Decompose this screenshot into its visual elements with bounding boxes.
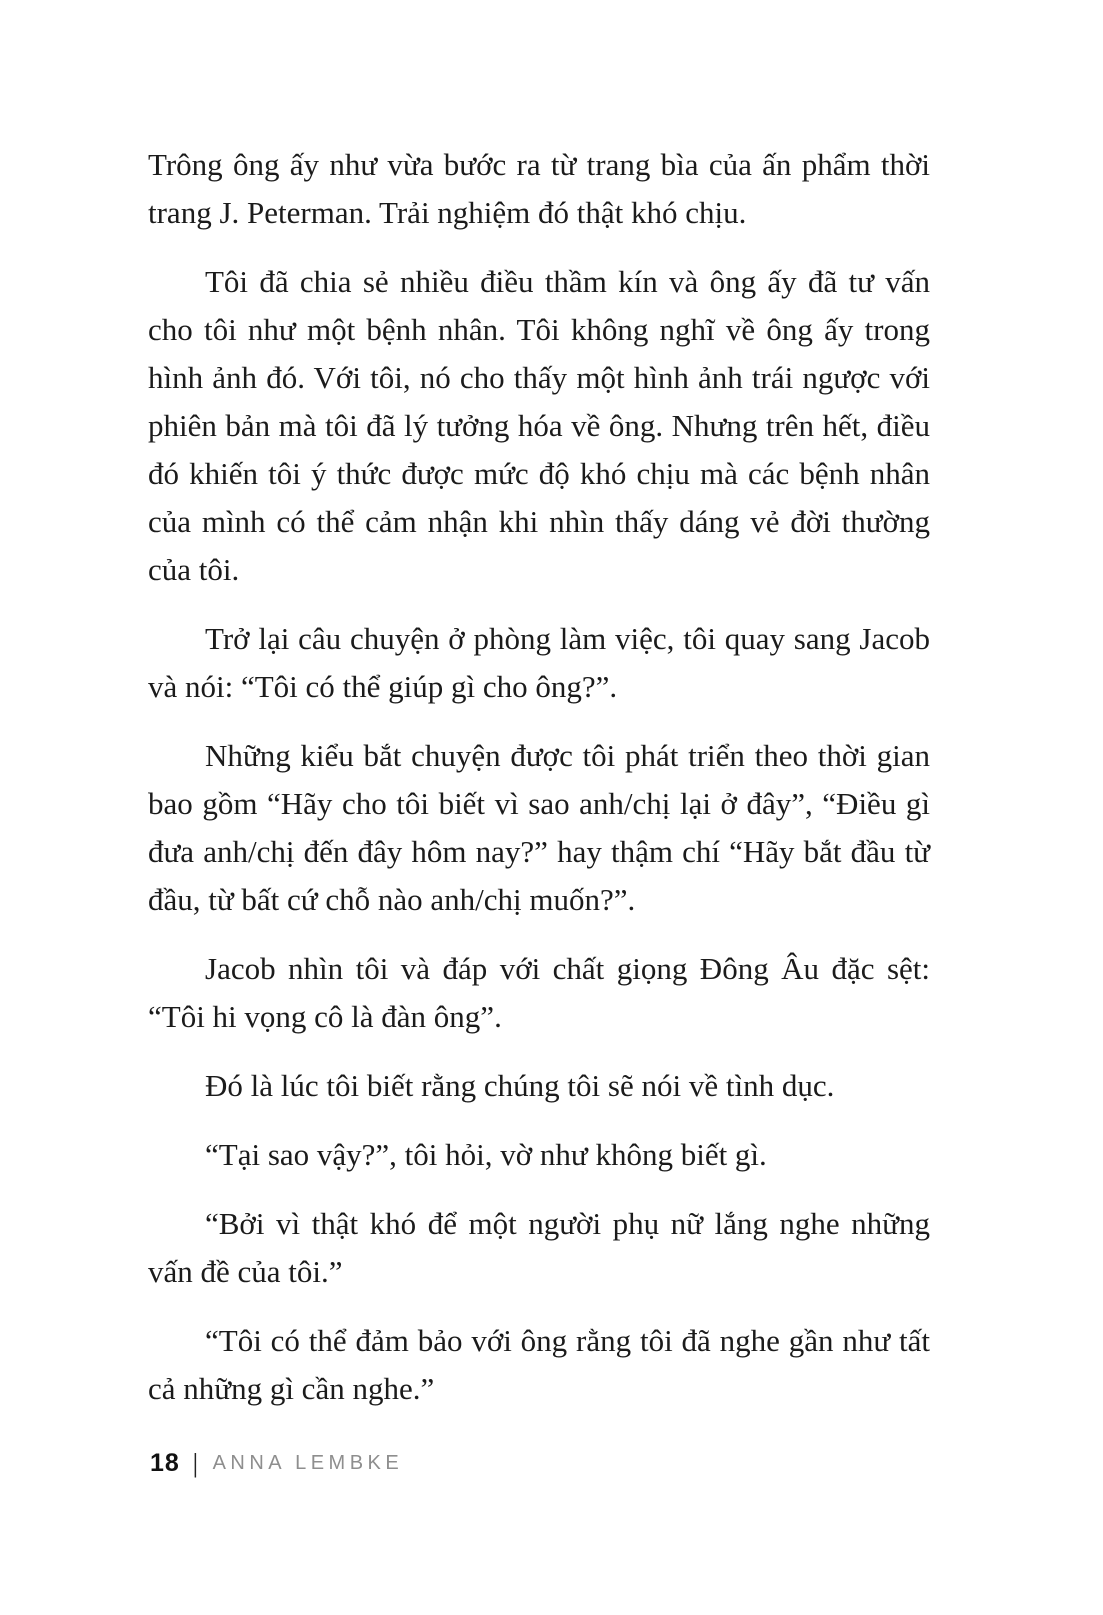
paragraph: Trông ông ấy như vừa bước ra từ trang bìa của ấn phẩm thời trang J. Peterman. Trải nghiệm đó thật khó chịu.: [148, 147, 930, 230]
paragraph: Tôi đã chia sẻ nhiều điều thầm kín và ông ấy đã tư vấn cho tôi như một bệnh nhân. Tôi không nghĩ về ông ấy trong hình ảnh đó. Với tôi, nó cho thấy một hình ảnh trái ngược với phiên bản mà tôi đã lý tưởng hóa về ông. Nhưng trên hết, điều đó khiến tôi ý thức được mức độ khó chịu mà các bệnh nhân của mình có thể cảm nhận khi nhìn thấy dáng vẻ đời thường của tôi.: [148, 264, 930, 587]
paragraph: Jacob nhìn tôi và đáp với chất giọng Đông Âu đặc sệt: “Tôi hi vọng cô là đàn ông”.: [148, 951, 930, 1034]
paragraph: “Bởi vì thật khó để một người phụ nữ lắng nghe những vấn đề của tôi.”: [148, 1206, 930, 1289]
running-footer-author: ANNA LEMBKE: [212, 1452, 404, 1474]
paragraph: “Tại sao vậy?”, tôi hỏi, vờ như không biết gì.: [205, 1137, 767, 1172]
page-number: 18: [150, 1449, 180, 1477]
page-body-text: [148, 141, 930, 1434]
paragraph: “Tôi có thể đảm bảo với ông rằng tôi đã nghe gần như tất cả những gì cần nghe.”: [148, 1323, 930, 1406]
paragraph: Đó là lúc tôi biết rằng chúng tôi sẽ nói về tình dục.: [205, 1068, 835, 1103]
paragraph: Trở lại câu chuyện ở phòng làm việc, tôi quay sang Jacob và nói: “Tôi có thể giúp gì cho ông?”.: [148, 621, 930, 704]
footer-separator: |: [192, 1448, 198, 1478]
paragraph: Những kiểu bắt chuyện được tôi phát triển theo thời gian bao gồm “Hãy cho tôi biết vì sao anh/chị lại ở đây”, “Điều gì đưa anh/chị đến đây hôm nay?” hay thậm chí “Hãy bắt đầu từ đầu, từ bất cứ chỗ nào anh/chị muốn?”.: [148, 738, 930, 917]
page-footer: [150, 1448, 403, 1479]
